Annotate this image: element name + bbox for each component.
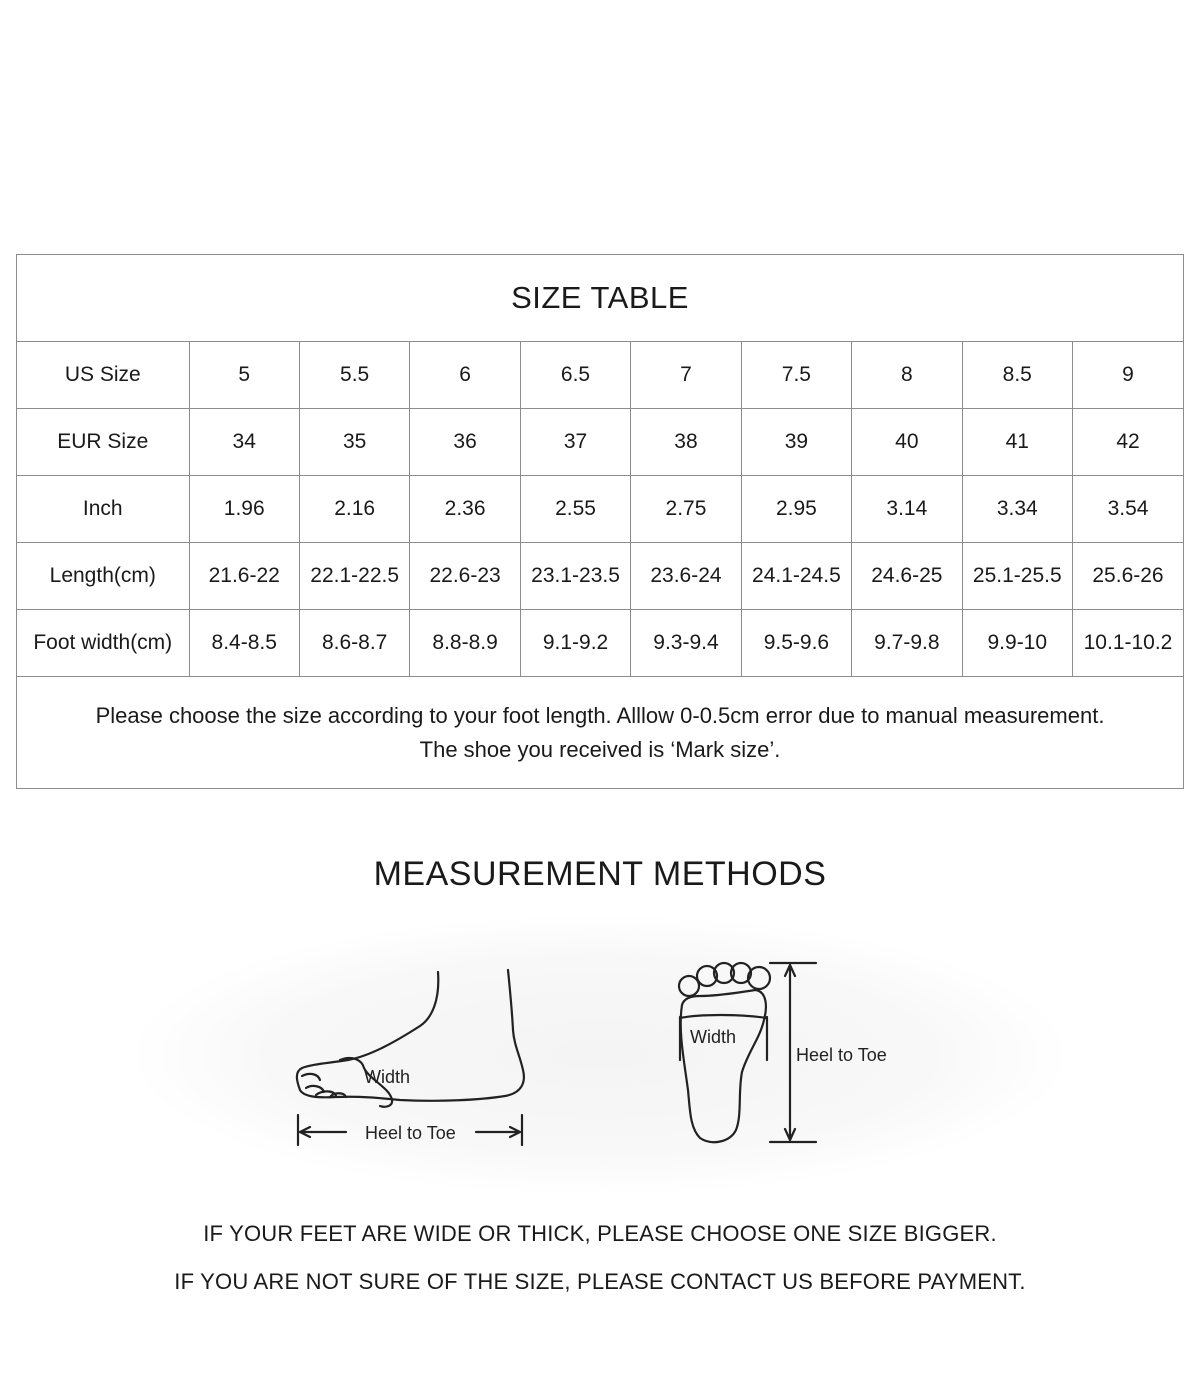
table-cell: 23.1-23.5 bbox=[520, 543, 630, 610]
row-eur-size bbox=[17, 409, 1183, 476]
tip-contact-us: IF YOU ARE NOT SURE OF THE SIZE, PLEASE CONTACT US BEFORE PAYMENT. bbox=[174, 1269, 1026, 1294]
side-heel-to-toe-label: Heel to Toe bbox=[365, 1123, 456, 1143]
table-cell: 22.1-22.5 bbox=[299, 543, 409, 610]
table-cell: 3.54 bbox=[1073, 476, 1184, 543]
sole-heel-to-toe-label: Heel to Toe bbox=[796, 1045, 887, 1065]
foot-measurement-illustration bbox=[0, 900, 1200, 1200]
table-cell: 3.14 bbox=[852, 476, 962, 543]
table-cell: 3.34 bbox=[962, 476, 1072, 543]
table-cell: 39 bbox=[741, 409, 851, 476]
table-cell: 7.5 bbox=[741, 342, 851, 409]
table-cell: 24.1-24.5 bbox=[741, 543, 851, 610]
size-note-line-2: The shoe you received is ‘Mark size’. bbox=[419, 736, 781, 762]
measurement-methods-title: MEASUREMENT METHODS bbox=[373, 855, 827, 893]
table-cell: 35 bbox=[299, 409, 409, 476]
table-cell: 21.6-22 bbox=[189, 543, 299, 610]
table-cell: 8.6-8.7 bbox=[299, 610, 409, 677]
table-cell: 2.16 bbox=[299, 476, 409, 543]
row-label: Foot width(cm) bbox=[17, 610, 189, 677]
table-cell: 9.7-9.8 bbox=[852, 610, 962, 677]
table-cell: 8.5 bbox=[962, 342, 1072, 409]
table-cell: 9.5-9.6 bbox=[741, 610, 851, 677]
table-cell: 9.1-9.2 bbox=[520, 610, 630, 677]
background-haze bbox=[130, 915, 1070, 1195]
table-cell: 5 bbox=[189, 342, 299, 409]
size-table-grid bbox=[17, 255, 1183, 788]
table-cell: 2.95 bbox=[741, 476, 851, 543]
table-cell: 23.6-24 bbox=[631, 543, 741, 610]
size-note bbox=[17, 677, 1183, 789]
table-cell: 2.36 bbox=[410, 476, 520, 543]
table-cell: 5.5 bbox=[299, 342, 409, 409]
table-cell: 10.1-10.2 bbox=[1073, 610, 1184, 677]
table-cell: 41 bbox=[962, 409, 1072, 476]
table-cell: 25.6-26 bbox=[1073, 543, 1184, 610]
table-cell: 22.6-23 bbox=[410, 543, 520, 610]
table-cell: 38 bbox=[631, 409, 741, 476]
tip-wide-feet: IF YOUR FEET ARE WIDE OR THICK, PLEASE CHOOSE ONE SIZE BIGGER. bbox=[203, 1221, 997, 1246]
table-cell: 8 bbox=[852, 342, 962, 409]
row-label: Inch bbox=[17, 476, 189, 543]
table-cell: 9 bbox=[1073, 342, 1184, 409]
row-foot-width-cm bbox=[17, 610, 1183, 677]
table-cell: 8.4-8.5 bbox=[189, 610, 299, 677]
table-cell: 6.5 bbox=[520, 342, 630, 409]
table-cell: 2.75 bbox=[631, 476, 741, 543]
side-width-label: Width bbox=[364, 1067, 411, 1087]
size-table-title: SIZE TABLE bbox=[17, 255, 1183, 342]
table-cell: 40 bbox=[852, 409, 962, 476]
table-cell: 42 bbox=[1073, 409, 1184, 476]
table-cell: 24.6-25 bbox=[852, 543, 962, 610]
table-cell: 9.9-10 bbox=[962, 610, 1072, 677]
table-cell: 8.8-8.9 bbox=[410, 610, 520, 677]
row-length-cm bbox=[17, 543, 1183, 610]
row-label: US Size bbox=[17, 342, 189, 409]
sole-width-label: Width bbox=[690, 1027, 737, 1047]
table-cell: 7 bbox=[631, 342, 741, 409]
row-inch bbox=[17, 476, 1183, 543]
size-note-line-1: Please choose the size according to your foot length. Alllow 0-0.5cm error due to manual measurement. bbox=[95, 702, 1105, 728]
table-cell: 9.3-9.4 bbox=[631, 610, 741, 677]
row-label: EUR Size bbox=[17, 409, 189, 476]
row-label: Length(cm) bbox=[17, 543, 189, 610]
table-cell: 25.1-25.5 bbox=[962, 543, 1072, 610]
table-cell: 6 bbox=[410, 342, 520, 409]
row-us-size bbox=[17, 342, 1183, 409]
table-cell: 37 bbox=[520, 409, 630, 476]
table-cell: 2.55 bbox=[520, 476, 630, 543]
table-cell: 34 bbox=[189, 409, 299, 476]
table-cell: 1.96 bbox=[189, 476, 299, 543]
size-table bbox=[16, 254, 1184, 789]
table-cell: 36 bbox=[410, 409, 520, 476]
